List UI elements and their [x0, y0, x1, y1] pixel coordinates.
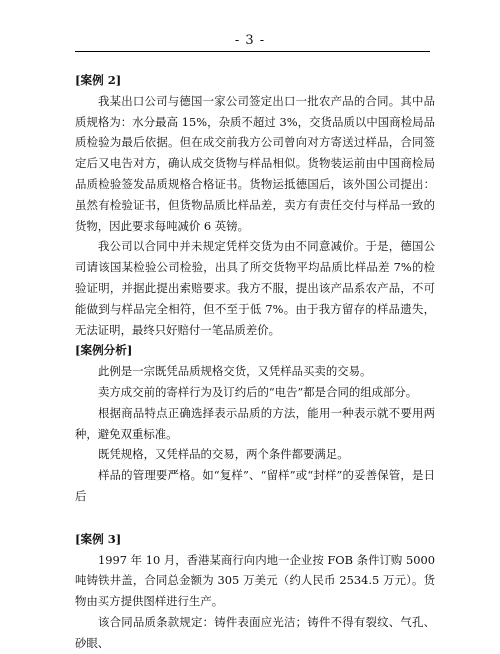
document-body: [75, 70, 435, 654]
case3-heading: [案例 3]: [75, 531, 122, 546]
analysis-paragraph-2: 卖方成交前的寄样行为及订约后的“电告”都是合同的组成部分。: [98, 384, 418, 399]
case3-paragraph-1: 1997 年 10 月，香港某商行向内地一企业按 FOB 条件订购 5000 吨铸铁井盖，合同总金额为 305 万美元（约人民币 2534.5 万元）。货物由买方提供图样进行生产。: [75, 552, 435, 609]
case2-paragraph-2: 我公司以合同中并未规定凭样交货为由不同意减价。于是，德国公司请该国某检验公司检验，出具了所交货物平均品质比样品差 7%的检验证明，并据此提出索赔要求。我方不服，提出该产品系农产品，不可能做到与样品完全相符，但不至于低 7%。由于我方留存的样品遗失，无法证明，最终只好赔付一笔品质差价。: [75, 239, 435, 337]
analysis-heading: [案例分析]: [75, 343, 133, 358]
analysis-paragraph-3: 根据商品特点正确选择表示品质的方法，能用一种表示就不要用两种，避免双重标准。: [75, 405, 435, 441]
case2-paragraph-1: 我某出口公司与德国一家公司签定出口一批农产品的合同。其中品质规格为：水分最高 15%，杂质不超过 3%，交货品质以中国商检局品质检验为最后依据。但在成交前我方公司曾向对方寄送过样品，合同签定后又电告对方，确认成交货物与样品相似。货物装运前由中国商检局品质检验签发品质规格合格证书。货物运抵德国后，该外国公司提出：虽然有检验证书，但货物品质比样品差，卖方有责任交付与样品一致的货物，因此要求每吨减价 6 英镑。: [75, 93, 435, 233]
analysis-paragraph-4: 既凭规格，又凭样品的交易，两个条件都要满足。: [98, 447, 349, 462]
analysis-paragraph-1: 此例是一宗既凭品质规格交货，又凭样品买卖的交易。: [98, 364, 372, 379]
analysis-paragraph-5: 样品的管理要严格。如“复样”、“留样”或“封样”的妥善保管，是日后: [75, 468, 435, 503]
case3-paragraph-2: 该合同品质条款规定：铸件表面应光洁；铸件不得有裂纹、气孔、砂眼、: [75, 614, 435, 650]
page-number: - 3 -: [234, 33, 266, 48]
case2-heading: [案例 2]: [75, 73, 122, 87]
section-spacer: [75, 507, 435, 529]
header-rule: [75, 51, 430, 52]
